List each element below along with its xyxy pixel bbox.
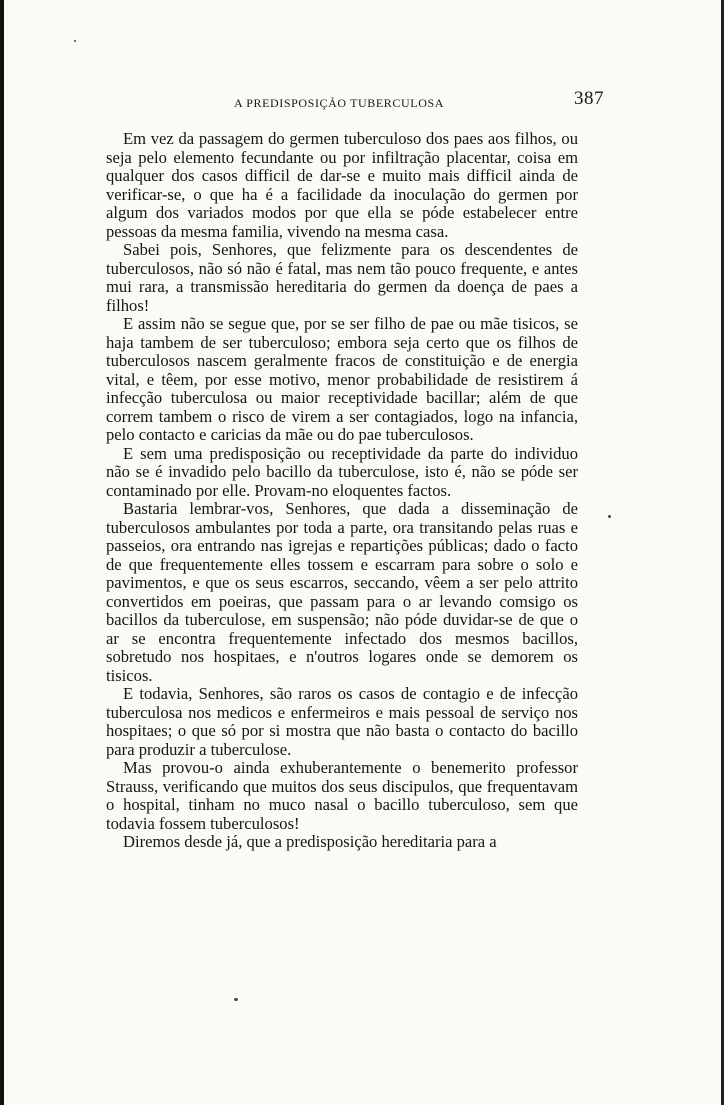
body-text xyxy=(106,130,578,852)
paragraph-6: E todavia, Senhores, são raros os casos de contagio e de infecção tuberculosa nos medicos e enfermeiros e mais pessoal de serviço nos hospitaes; o que só por si mostra que não basta o contacto do bacillo para produzir a tuberculose. xyxy=(106,684,578,759)
paragraph-2: Sabei pois, Senhores, que felizmente para os descendentes de tuberculosos, não só não é fatal, mas nem tão pouco frequente, e antes mui rara, a transmissão hereditaria do germen da doença de paes a filhos! xyxy=(106,240,578,315)
paragraph-8: Diremos desde já, que a predisposição hereditaria para a xyxy=(123,832,497,851)
paper-speck xyxy=(608,515,611,518)
page-header xyxy=(104,88,604,114)
paragraph-5: Bastaria lembrar-vos, Senhores, que dada a disseminação de tuberculosos ambulantes por toda a parte, ora transitando pelas ruas e passeios, ora entrando nas igrejas e repartições públicas; dado o facto de que frequentemente elles tossem e escarram para sobre o solo e pavimentos, e que os seus escarros, seccando, vêem a ser pelo attrito convertidos em poeiras, que passam para o ar levando comsigo os bacillos da tuberculose, em suspensão; não póde duvidar-se de que o ar se encontra frequentemente infectado dos mesmos bacillos, sobretudo nos hospitaes, e n'outros logares onde se demorem os tisicos. xyxy=(106,499,578,685)
paragraph-1: Em vez da passagem do germen tuberculoso dos paes aos filhos, ou seja pelo elemento fecundante ou por infiltração placentar, coisa em qualquer dos casos difficil de dar-se e muito mais difficil ainda de verificar-se, o que ha é a facilidade da inoculação do germen por algum dos variados modos por que ella se póde estabelecer entre pessoas da mesma familia, vivendo na mesma casa. xyxy=(106,129,578,241)
paragraph-4: E sem uma predisposição ou receptividade da parte do individuo não se é invadido pelo bacillo da tuberculose, isto é, não se póde ser contaminado por elle. Provam-no eloquentes factos. xyxy=(106,443,578,500)
running-title: A PREDISPOSIÇÃO TUBERCULOSA xyxy=(234,96,445,110)
paper-speck xyxy=(234,998,238,1001)
paragraph-3: E assim não se segue que, por se ser filho de pae ou mãe tisicos, se haja tambem de ser tuberculoso; embora seja certo que os filhos de tuberculosos nascem geralmente fracos de constituição e de energia vital, e têem, por esse motivo, menor probabilidade de resistirem á infecção tuberculosa ou maior receptividade bacillar; além de que correm tambem o risco de virem a ser contagiados, logo na infancia, pelo contacto e caricias da mãe ou do pae tuberculosos. xyxy=(106,314,578,444)
paragraph-7: Mas provou-o ainda exhuberantemente o benemerito professor Strauss, verificando que muitos dos seus discipulos, que frequentavam o hospital, tinham no muco nasal o bacillo tuberculoso, sem que todavia fossem tuberculosos! xyxy=(106,758,578,833)
paper-speck xyxy=(74,40,76,42)
page-number: 387 xyxy=(574,88,604,109)
